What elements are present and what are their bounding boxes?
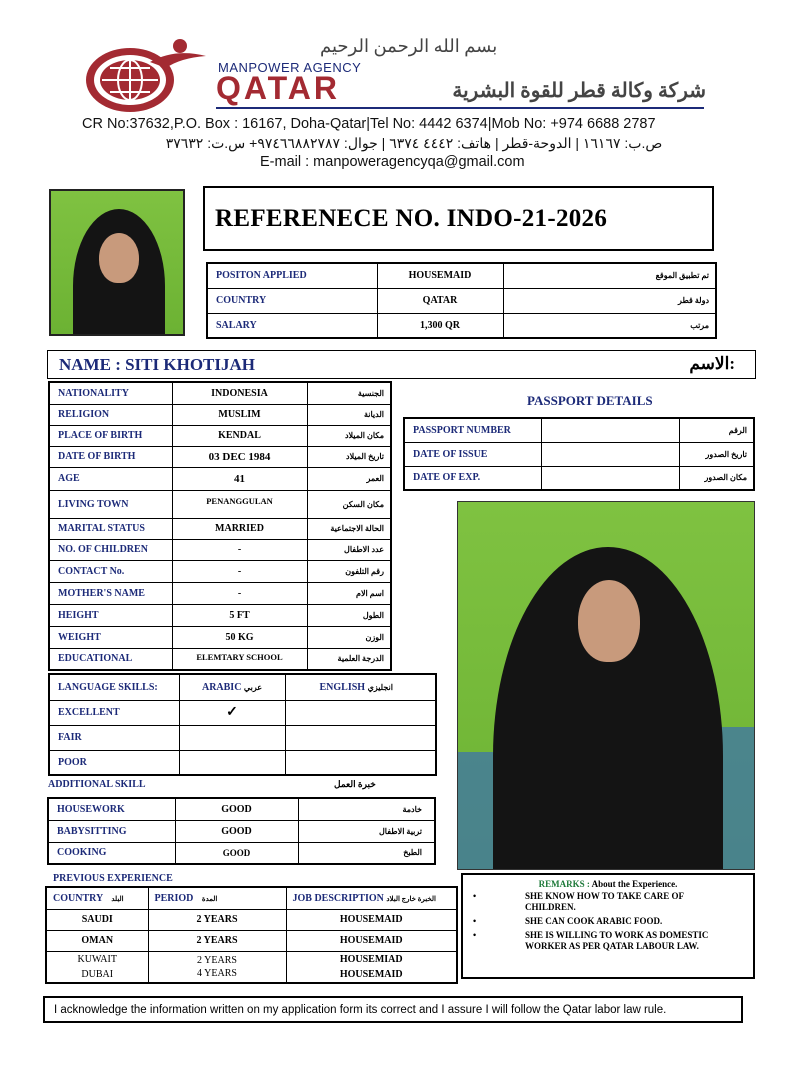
remarks-box bbox=[461, 873, 755, 979]
personal-value: - bbox=[172, 539, 307, 560]
personal-value: PENANGGULAN bbox=[172, 490, 307, 518]
experience-period-label: PERIOD bbox=[154, 892, 194, 904]
passport-arabic-label: الرقم bbox=[679, 418, 754, 442]
personal-row bbox=[49, 446, 391, 467]
personal-label: NO. OF CHILDREN bbox=[49, 539, 172, 560]
language-header-row bbox=[49, 674, 436, 700]
face-shape bbox=[99, 233, 139, 283]
language-col-english bbox=[285, 674, 436, 700]
experience-row bbox=[46, 909, 457, 930]
personal-row bbox=[49, 518, 391, 539]
job-row bbox=[207, 313, 716, 338]
personal-arabic-label: عدد الاطفال bbox=[307, 539, 391, 560]
language-english-value bbox=[285, 725, 436, 750]
experience-period: 2 YEARS bbox=[197, 954, 237, 966]
bullet-icon: • bbox=[473, 891, 477, 901]
experience-period-ar: المدة bbox=[201, 894, 218, 903]
remarks-title: REMARKS : bbox=[538, 879, 590, 889]
experience-country-cell bbox=[46, 951, 148, 983]
personal-arabic-label: مكان السكن bbox=[307, 490, 391, 518]
personal-value: 03 DEC 1984 bbox=[172, 446, 307, 467]
job-table bbox=[206, 262, 717, 339]
personal-row bbox=[49, 604, 391, 626]
additional-skill-table bbox=[47, 797, 436, 865]
personal-value: - bbox=[172, 582, 307, 604]
passport-value bbox=[541, 442, 679, 466]
experience-col-job bbox=[286, 887, 457, 909]
agency-english-name: MANPOWER AGENCY bbox=[218, 60, 362, 75]
job-arabic-label: دولة قطر bbox=[503, 288, 716, 313]
skill-arabic-label: خادمة bbox=[298, 798, 435, 820]
reference-box bbox=[203, 186, 714, 251]
personal-value: INDONESIA bbox=[172, 382, 307, 404]
job-label: COUNTRY bbox=[207, 288, 377, 313]
experience-job-label: JOB DESCRIPTION bbox=[292, 892, 384, 904]
candidate-photo-large bbox=[457, 501, 755, 870]
experience-job: HOUSEMAID bbox=[339, 968, 403, 980]
job-arabic-label: تم تطبيق الموقع bbox=[503, 263, 716, 288]
job-row bbox=[207, 263, 716, 288]
language-arabic-value bbox=[179, 725, 285, 750]
experience-job-cell bbox=[286, 951, 457, 983]
job-row bbox=[207, 288, 716, 313]
remarks-item bbox=[469, 916, 747, 927]
personal-label: RELIGION bbox=[49, 404, 172, 425]
experience-country: DUBAI bbox=[81, 968, 114, 980]
contact-english: CR No:37632,P.O. Box : 16167, Doha-Qatar|Tel No: 4442 6374|Mob No: +974 6688 2787 bbox=[82, 116, 656, 132]
personal-label: NATIONALITY bbox=[49, 382, 172, 404]
skill-value: GOOD bbox=[175, 820, 298, 842]
language-col-arabic bbox=[179, 674, 285, 700]
reference-number: REFERENECE NO. INDO-21-2026 bbox=[215, 204, 608, 232]
personal-value: 41 bbox=[172, 467, 307, 490]
personal-arabic-label: الحالة الاجتماعية bbox=[307, 518, 391, 539]
language-arabic-label: ARABIC bbox=[201, 681, 242, 693]
previous-experience-title: PREVIOUS EXPERIENCE bbox=[53, 873, 173, 884]
personal-row bbox=[49, 560, 391, 582]
declaration-box bbox=[43, 996, 743, 1023]
remarks-item-text: SHE CAN COOK ARABIC FOOD. bbox=[525, 916, 663, 926]
personal-label: EDUCATIONAL bbox=[49, 648, 172, 670]
experience-country-ar: البلد bbox=[111, 894, 124, 903]
passport-arabic-label: تاريخ الصدور bbox=[679, 442, 754, 466]
personal-label: MOTHER'S NAME bbox=[49, 582, 172, 604]
skill-row bbox=[48, 798, 435, 820]
personal-arabic-label: اسم الام bbox=[307, 582, 391, 604]
personal-row bbox=[49, 648, 391, 670]
experience-row bbox=[46, 930, 457, 951]
personal-row bbox=[49, 425, 391, 446]
declaration-text: I acknowledge the information written on my application form its correct and I assure I will follow the Qatar labor law rule. bbox=[54, 1003, 667, 1016]
skill-label: BABYSITTING bbox=[48, 820, 175, 842]
language-arabic-value bbox=[179, 750, 285, 775]
personal-value: ELEMTARY SCHOOL bbox=[172, 648, 307, 670]
agency-qatar-title: QATAR bbox=[216, 70, 341, 106]
remarks-item-text: SHE IS WILLING TO WORK AS DOMESTIC WORKER AS PER QATAR LABOUR LAW. bbox=[525, 930, 709, 951]
experience-country-label: COUNTRY bbox=[53, 892, 103, 904]
experience-period: 2 YEARS bbox=[148, 909, 286, 930]
contact-arabic: ص.ب: ١٦١٦٧ | الدوحة-قطر | هاتف: ٤٤٤٢ ٦٣٧٤ | جوال: ٩٧٤٦٦٨٨٢٧٨٧+ س.ت: ٣٧٦٣٢ bbox=[165, 135, 663, 151]
candidate-photo-small bbox=[49, 189, 185, 336]
experience-col-period bbox=[148, 887, 286, 909]
skill-row bbox=[48, 842, 435, 864]
additional-skill-title-ar: خبرة العمل bbox=[334, 779, 376, 789]
personal-row bbox=[49, 539, 391, 560]
experience-country: OMAN bbox=[46, 930, 148, 951]
personal-arabic-label: الوزن bbox=[307, 626, 391, 648]
experience-row bbox=[46, 951, 457, 983]
skill-arabic-label: تربية الاطفال bbox=[298, 820, 435, 842]
language-row bbox=[49, 750, 436, 775]
personal-row bbox=[49, 382, 391, 404]
personal-arabic-label: الديانة bbox=[307, 404, 391, 425]
language-level: POOR bbox=[49, 750, 179, 775]
job-value: QATAR bbox=[377, 288, 503, 313]
remarks-subtitle: About the Experience. bbox=[591, 879, 678, 889]
passport-label: PASSPORT NUMBER bbox=[404, 418, 541, 442]
language-english-ar: انجليزي bbox=[367, 682, 393, 692]
experience-period: 2 YEARS bbox=[148, 930, 286, 951]
skill-label: COOKING bbox=[48, 842, 175, 864]
personal-value: MUSLIM bbox=[172, 404, 307, 425]
personal-label: DATE OF BIRTH bbox=[49, 446, 172, 467]
personal-label: HEIGHT bbox=[49, 604, 172, 626]
bullet-icon: • bbox=[473, 930, 477, 940]
remarks-item bbox=[469, 891, 747, 913]
passport-label: DATE OF ISSUE bbox=[404, 442, 541, 466]
personal-table bbox=[48, 381, 392, 671]
face-shape bbox=[578, 580, 640, 662]
language-header: LANGUAGE SKILLS: bbox=[49, 674, 179, 700]
name-bar bbox=[47, 350, 756, 379]
personal-arabic-label: رقم التلفون bbox=[307, 560, 391, 582]
language-english-value bbox=[285, 700, 436, 725]
skill-label: HOUSEWORK bbox=[48, 798, 175, 820]
passport-row bbox=[404, 418, 754, 442]
personal-arabic-label: تاريخ الميلاد bbox=[307, 446, 391, 467]
language-arabic-ar: عربي bbox=[243, 682, 263, 692]
personal-row bbox=[49, 626, 391, 648]
job-arabic-label: مرتب bbox=[503, 313, 716, 338]
personal-arabic-label: الدرجة العلمية bbox=[307, 648, 391, 670]
job-label: SALARY bbox=[207, 313, 377, 338]
experience-job: HOUSEMAID bbox=[286, 930, 457, 951]
remarks-header bbox=[469, 879, 747, 889]
personal-row bbox=[49, 582, 391, 604]
header-rule bbox=[216, 107, 704, 109]
language-english-label: ENGLISH bbox=[319, 681, 366, 693]
personal-value: KENDAL bbox=[172, 425, 307, 446]
remarks-item-text: SHE KNOW HOW TO TAKE CARE OF CHILDREN. bbox=[525, 891, 684, 912]
passport-arabic-label: مكان الصدور bbox=[679, 466, 754, 490]
experience-country: KUWAIT bbox=[77, 953, 117, 965]
passport-title: PASSPORT DETAILS bbox=[527, 393, 653, 408]
candidate-name: NAME : SITI KHOTIJAH bbox=[59, 355, 255, 374]
experience-header-row bbox=[46, 887, 457, 909]
globe-logo-icon bbox=[80, 34, 210, 116]
language-row bbox=[49, 725, 436, 750]
personal-row bbox=[49, 404, 391, 425]
personal-arabic-label: العمر bbox=[307, 467, 391, 490]
language-level: EXCELLENT bbox=[49, 700, 179, 725]
personal-label: LIVING TOWN bbox=[49, 490, 172, 518]
personal-label: CONTACT No. bbox=[49, 560, 172, 582]
bullet-icon: • bbox=[473, 916, 477, 926]
name-arabic-label: الاسم: bbox=[689, 354, 735, 373]
personal-row bbox=[49, 490, 391, 518]
skill-row bbox=[48, 820, 435, 842]
experience-job-ar: الخبرة خارج البلاد bbox=[386, 894, 436, 903]
remarks-item bbox=[469, 930, 747, 952]
personal-value: 5 FT bbox=[172, 604, 307, 626]
experience-col-country bbox=[46, 887, 148, 909]
personal-arabic-label: الطول bbox=[307, 604, 391, 626]
experience-job: HOUSEMAID bbox=[286, 909, 457, 930]
passport-row bbox=[404, 466, 754, 490]
personal-label: AGE bbox=[49, 467, 172, 490]
email-line: E-mail : manpoweragencyqa@gmail.com bbox=[260, 154, 525, 170]
language-english-value bbox=[285, 750, 436, 775]
experience-period-cell bbox=[148, 951, 286, 983]
passport-value bbox=[541, 418, 679, 442]
personal-arabic-label: الجنسية bbox=[307, 382, 391, 404]
personal-row bbox=[49, 467, 391, 490]
bismillah-text: بسم الله الرحمن الرحيم bbox=[320, 36, 498, 56]
agency-header bbox=[0, 0, 810, 180]
job-value: 1,300 QR bbox=[377, 313, 503, 338]
job-value: HOUSEMAID bbox=[377, 263, 503, 288]
experience-period: 4 YEARS bbox=[197, 967, 237, 979]
job-label: POSITON APPLIED bbox=[207, 263, 377, 288]
passport-table bbox=[403, 417, 755, 491]
language-row bbox=[49, 700, 436, 725]
checkmark-icon: ✓ bbox=[179, 700, 285, 725]
additional-skill-title: ADDITIONAL SKILL bbox=[48, 779, 146, 790]
passport-row bbox=[404, 442, 754, 466]
language-level: FAIR bbox=[49, 725, 179, 750]
experience-country: SAUDI bbox=[46, 909, 148, 930]
skill-value: GOOD bbox=[175, 798, 298, 820]
skill-value: GOOD bbox=[175, 842, 298, 864]
language-table bbox=[48, 673, 437, 776]
skill-arabic-label: الطبخ bbox=[298, 842, 435, 864]
personal-label: PLACE OF BIRTH bbox=[49, 425, 172, 446]
remarks-list bbox=[469, 891, 747, 952]
experience-table bbox=[45, 886, 458, 984]
agency-arabic-name: شركة وكالة قطر للقوة البشرية bbox=[452, 80, 706, 102]
personal-value: MARRIED bbox=[172, 518, 307, 539]
personal-value: 50 KG bbox=[172, 626, 307, 648]
personal-label: MARITAL STATUS bbox=[49, 518, 172, 539]
personal-arabic-label: مكان الميلاد bbox=[307, 425, 391, 446]
personal-value: - bbox=[172, 560, 307, 582]
experience-job: HOUSEMIAD bbox=[339, 953, 403, 965]
passport-value bbox=[541, 466, 679, 490]
personal-label: WEIGHT bbox=[49, 626, 172, 648]
passport-label: DATE OF EXP. bbox=[404, 466, 541, 490]
